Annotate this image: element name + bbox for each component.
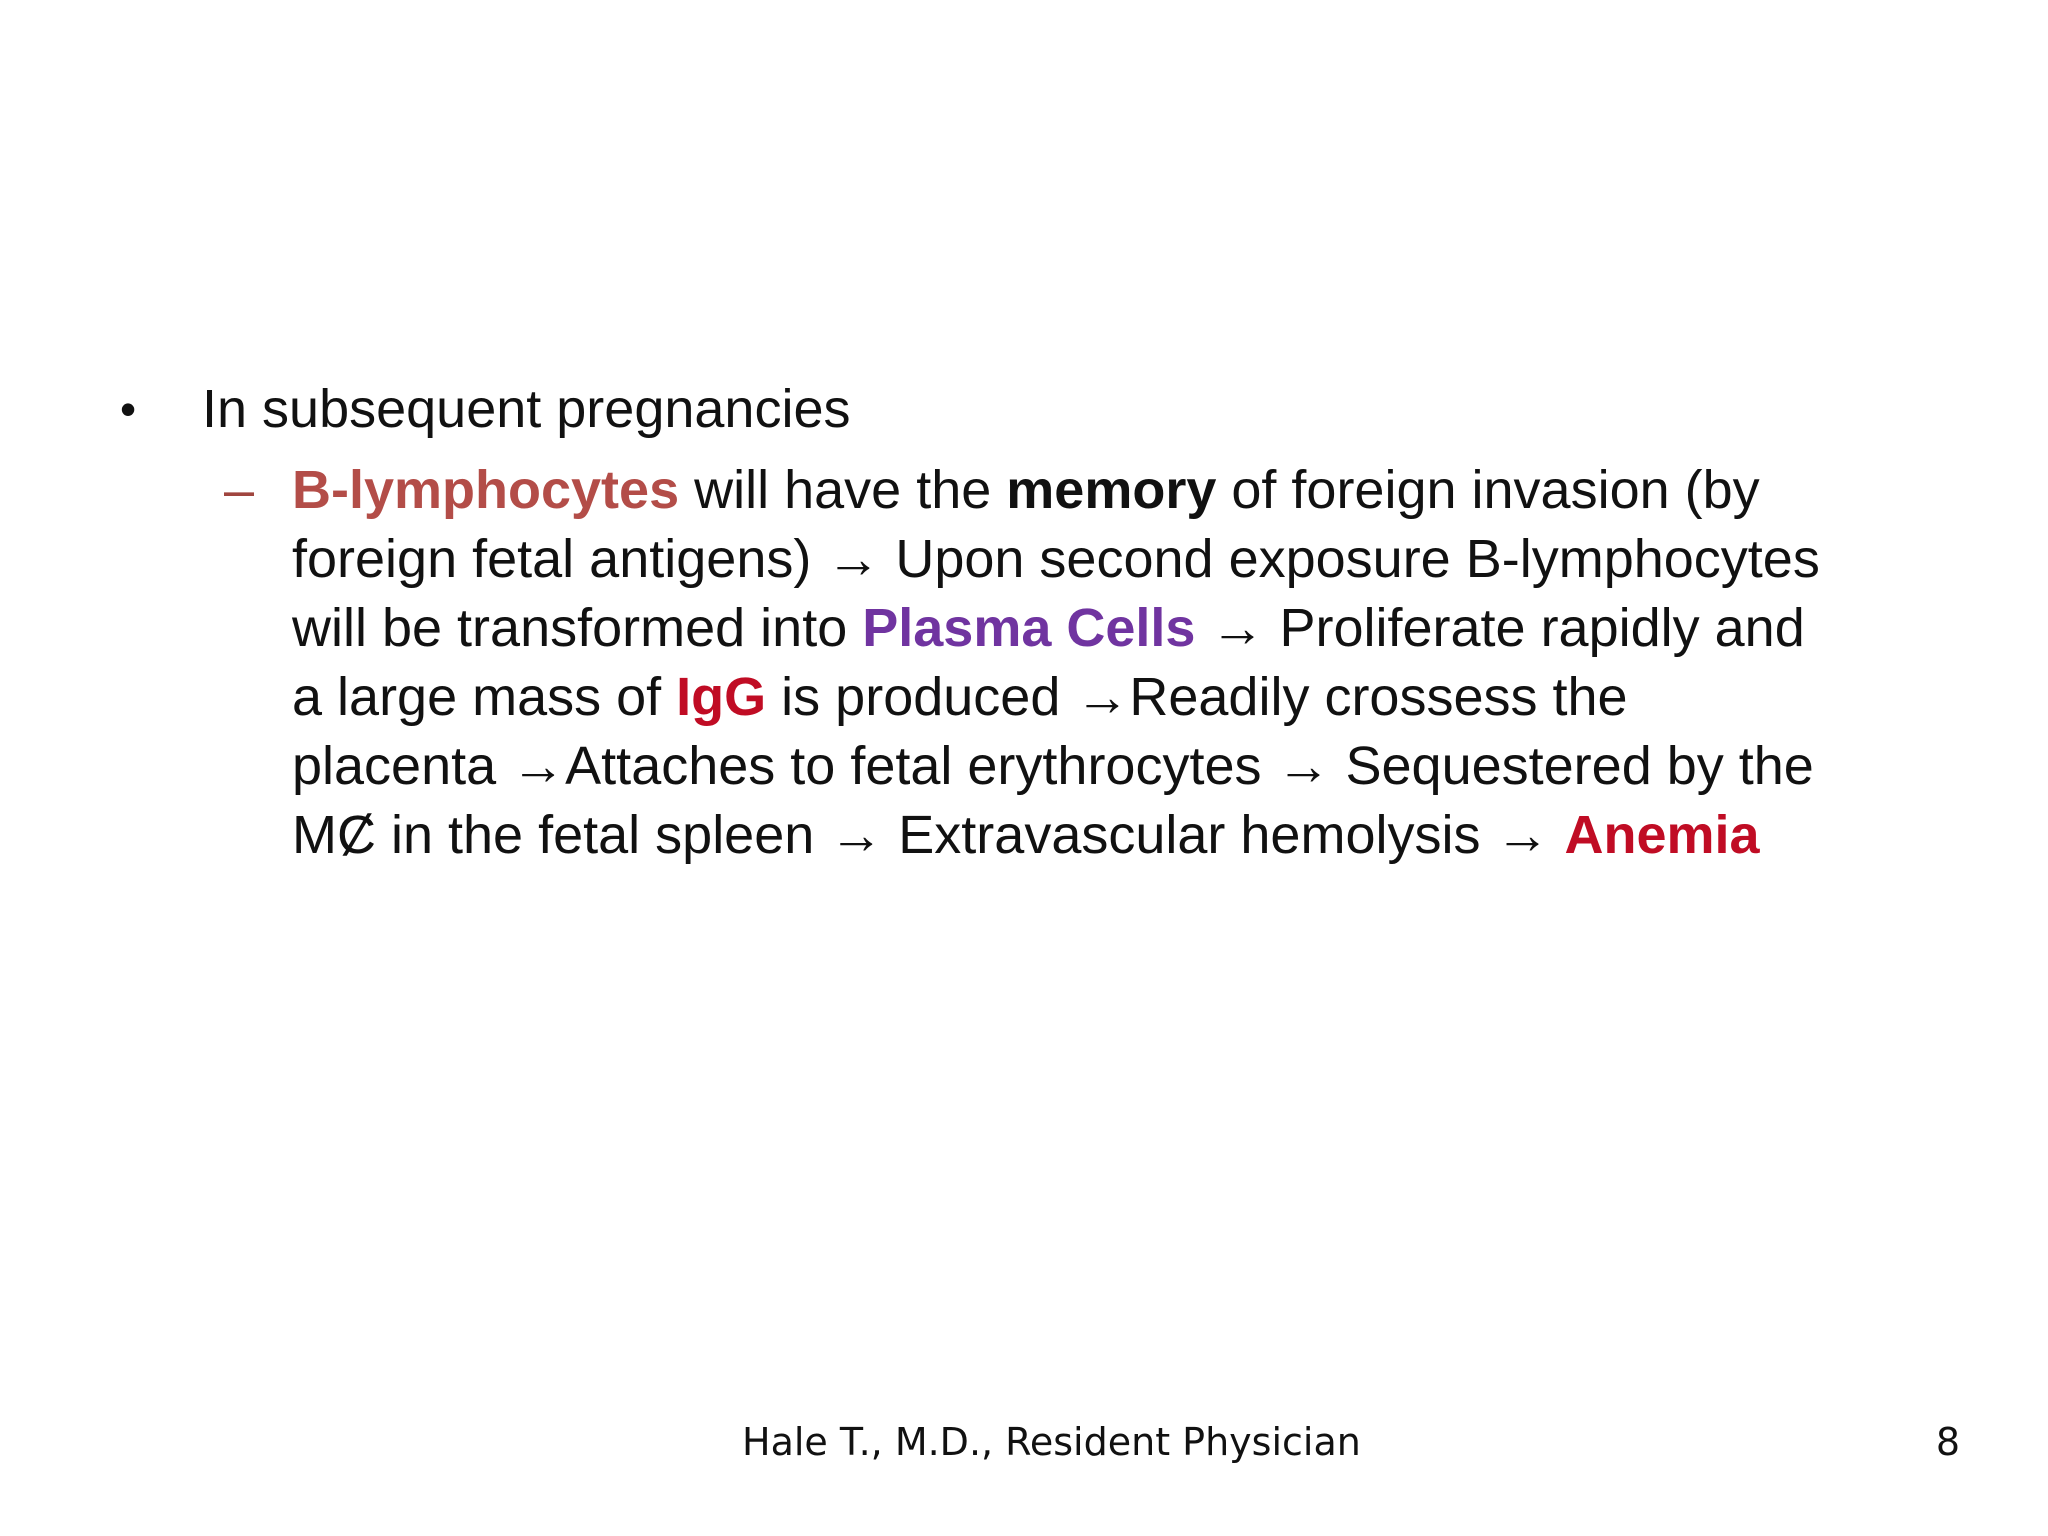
sub-bullet-symbol: –	[224, 460, 255, 520]
emphasized-text: Anemia	[1564, 805, 1760, 865]
body-text: placenta →Attaches to fetal erythrocytes → Sequestered by the	[292, 736, 1814, 796]
sub-bullet-line	[292, 594, 1982, 663]
sub-bullet-line	[292, 525, 1982, 594]
body-text: of foreign invasion (by	[1216, 460, 1760, 520]
body-text: foreign fetal antigens) → Upon second exposure B-lymphocytes	[292, 529, 1820, 589]
sub-bullet-line	[292, 456, 1982, 525]
page-number: 8	[1935, 1420, 1960, 1464]
main-bullet-text: In subsequent pregnancies	[202, 379, 851, 439]
emphasized-text: Plasma Cells	[862, 598, 1196, 658]
body-text: → Proliferate rapidly and	[1195, 598, 1805, 658]
body-text: will be transformed into	[292, 598, 863, 658]
body-text: is produced →Readily crossess the	[766, 667, 1628, 727]
body-text: MȻ in the fetal spleen → Extravascular hemolysis →	[292, 805, 1565, 865]
sub-bullet-line	[292, 801, 1982, 870]
footer-author: Hale T., M.D., Resident Physician	[742, 1420, 1361, 1464]
emphasized-text: IgG	[676, 667, 767, 727]
emphasized-text: B-lymphocytes	[292, 460, 680, 520]
main-bullet	[120, 375, 1920, 443]
sub-bullet-line	[292, 663, 1982, 732]
body-text: will have the	[679, 460, 1007, 520]
bullet-symbol: •	[120, 383, 137, 435]
sub-bullet-line	[292, 732, 1982, 801]
emphasized-text: memory	[1006, 460, 1217, 520]
sub-bullet-text	[292, 456, 1982, 870]
body-text: a large mass of	[292, 667, 677, 727]
